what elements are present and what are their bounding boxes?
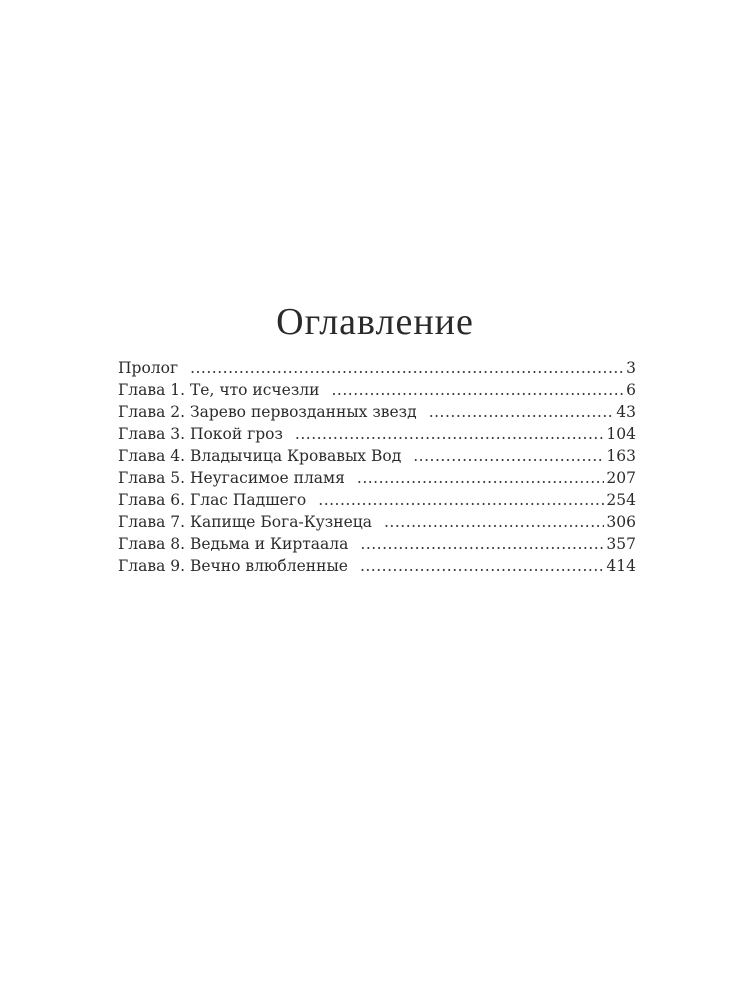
toc-entry-label: Пролог: [118, 359, 179, 377]
toc-leader-dots: [360, 555, 604, 577]
toc-entry-page: 306: [606, 513, 636, 531]
toc-leader-dots: [360, 533, 604, 555]
toc-entry-page: 414: [606, 557, 636, 575]
toc-entry: [118, 489, 636, 511]
toc-entry-label: Глава 4. Владычица Кровавых Вод: [118, 447, 402, 465]
toc-entry: [118, 511, 636, 533]
toc-entry-label: Глава 7. Капище Бога-Кузнеца: [118, 513, 372, 531]
toc-entry: [118, 357, 636, 379]
toc-entry-page: 6: [626, 381, 636, 399]
toc-entry-page: 104: [606, 425, 636, 443]
toc-entry: [118, 379, 636, 401]
toc-entry-label: Глава 8. Ведьма и Киртаала: [118, 535, 349, 553]
toc-entry-page: 3: [626, 359, 636, 377]
toc-entry-page: 207: [606, 469, 636, 487]
toc-leader-dots: [295, 423, 604, 445]
toc-entry-label: Глава 3. Покой гроз: [118, 425, 283, 443]
toc-leader-dots: [331, 379, 624, 401]
toc-entry-page: 357: [606, 535, 636, 553]
toc-leader-dots: [384, 511, 604, 533]
toc-entry-label: Глава 2. Зарево первозданных звезд: [118, 403, 417, 421]
toc-entry: [118, 423, 636, 445]
toc-leader-dots: [318, 489, 604, 511]
toc-leader-dots: [429, 401, 615, 423]
toc-entry-label: Глава 1. Те, что исчезли: [118, 381, 320, 399]
toc-entry: [118, 467, 636, 489]
toc-entry-label: Глава 9. Вечно влюбленные: [118, 557, 348, 575]
toc-entry: [118, 555, 636, 577]
toc-leader-dots: [357, 467, 605, 489]
toc-entry-label: Глава 6. Глас Падшего: [118, 491, 307, 509]
toc-entry-page: 163: [606, 447, 636, 465]
toc-title: Оглавление: [276, 301, 474, 343]
toc-entry-label: Глава 5. Неугасимое пламя: [118, 469, 345, 487]
toc-leader-dots: [190, 357, 624, 379]
toc-list: [118, 357, 636, 577]
toc-entry: [118, 445, 636, 467]
toc-entry-page: 43: [616, 403, 636, 421]
toc-entry: [118, 401, 636, 423]
toc-leader-dots: [413, 445, 604, 467]
toc-entry-page: 254: [606, 491, 636, 509]
toc-entry: [118, 533, 636, 555]
